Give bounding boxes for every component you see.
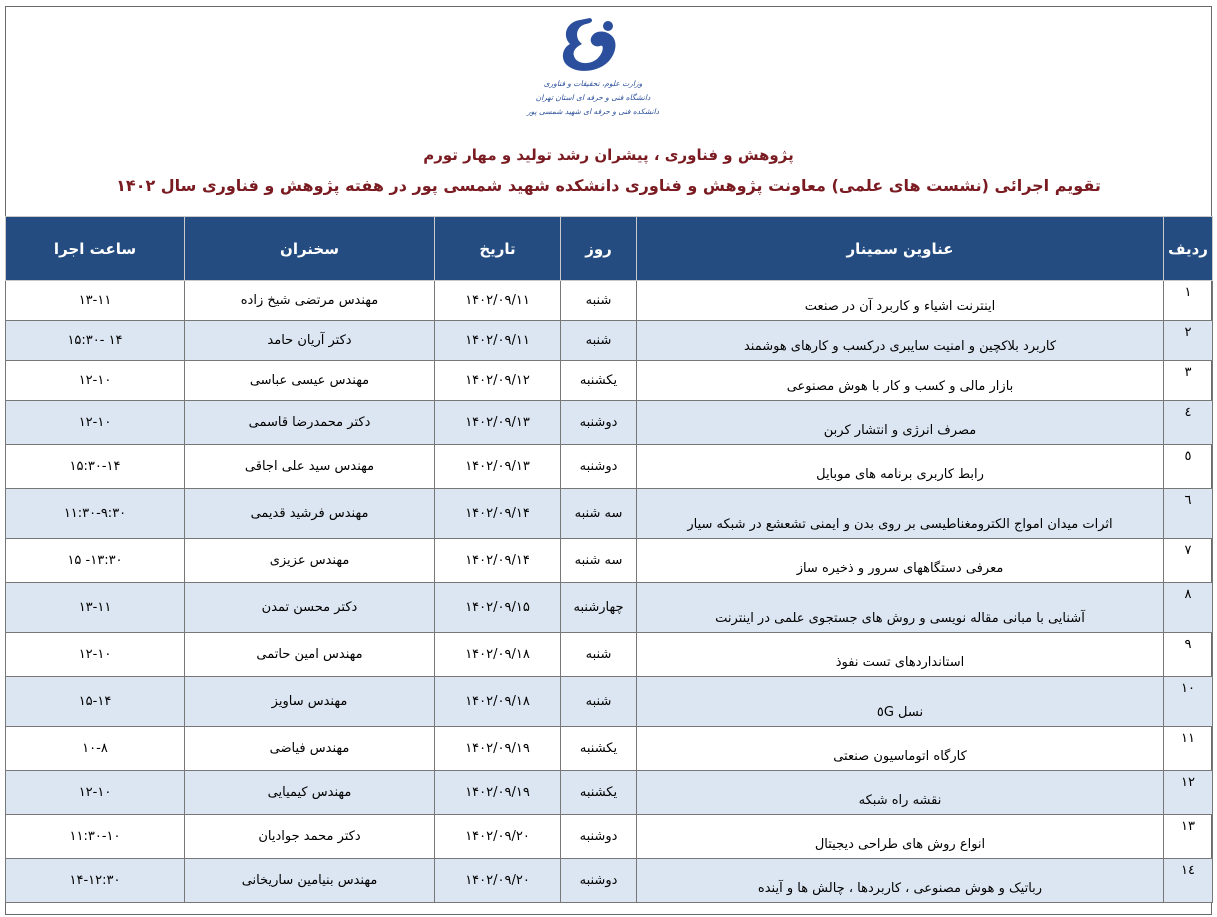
document-title: تقویم اجرائی (نشست های علمی) معاونت پژوهش و فناوری دانشکده شهید شمسی پور در هفته پژوهش و فناوری سال ۱۴۰۲ (116, 176, 1101, 195)
column-header-num: ردیف (1164, 217, 1213, 281)
cell-day: چهارشنبه (561, 583, 637, 633)
column-header-title: عناوین سمینار (637, 217, 1164, 281)
cell-num: ٦ (1164, 489, 1213, 539)
cell-date: ۱۴۰۲/۰۹/۲۰ (435, 859, 561, 903)
cell-time: ۱۳-۱۱ (6, 583, 185, 633)
cell-date: ۱۴۰۲/۰۹/۱۵ (435, 583, 561, 633)
cell-day: دوشنبه (561, 445, 637, 489)
table-row (6, 321, 1213, 361)
cell-title: کاربرد بلاکچین و امنیت سایبری درکسب و کارهای هوشمند (637, 321, 1164, 361)
cell-title: رباتیک و هوش مصنوعی ، کاربردها ، چالش ها و آینده (637, 859, 1164, 903)
cell-title: اینترنت اشیاء و کاربرد آن در صنعت (637, 281, 1164, 321)
cell-date: ۱۴۰۲/۰۹/۲۰ (435, 815, 561, 859)
cell-title: نقشه راه شبکه (637, 771, 1164, 815)
cell-speaker: مهندس کیمیایی (185, 771, 435, 815)
cell-num: ۹ (1164, 633, 1213, 677)
document-header (0, 0, 1217, 215)
table-row (6, 539, 1213, 583)
cell-speaker: مهندس فیاضی (185, 727, 435, 771)
table-row (6, 281, 1213, 321)
cell-day: شنبه (561, 281, 637, 321)
ministry-calligraphy (526, 79, 660, 116)
cell-time: ۱۲-۱۰ (6, 361, 185, 401)
cell-day: شنبه (561, 677, 637, 727)
table-row (6, 401, 1213, 445)
cell-num: ۱٤ (1164, 859, 1213, 903)
cell-time: ۱۴-۱۲:۳۰ (6, 859, 185, 903)
cell-speaker: دکتر محمد جوادیان (185, 815, 435, 859)
cell-title: نسل ٥G (637, 677, 1164, 727)
cell-num: ٥ (1164, 445, 1213, 489)
cell-speaker: دکتر آریان حامد (185, 321, 435, 361)
table-row (6, 445, 1213, 489)
cell-date: ۱۴۰۲/۰۹/۱۹ (435, 727, 561, 771)
cell-date: ۱۴۰۲/۰۹/۱۸ (435, 677, 561, 727)
table-row (6, 771, 1213, 815)
cell-title: اثرات میدان امواج الکترومغناطیسی بر روی بدن و ایمنی تشعشع در شبکه سیار (637, 489, 1164, 539)
column-header-speaker: سخنران (185, 217, 435, 281)
cell-day: یکشنبه (561, 727, 637, 771)
cell-num: ۲ (1164, 321, 1213, 361)
cell-date: ۱۴۰۲/۰۹/۱۴ (435, 539, 561, 583)
cell-day: سه شنبه (561, 539, 637, 583)
cell-day: دوشنبه (561, 401, 637, 445)
cell-speaker: مهندس عزیزی (185, 539, 435, 583)
cell-time: ۱۵ -۱۳:۳۰ (6, 539, 185, 583)
table-body (6, 281, 1213, 903)
cell-num: ۱۱ (1164, 727, 1213, 771)
cell-time: ۱۳-۱۱ (6, 281, 185, 321)
table-row (6, 727, 1213, 771)
cell-speaker: دکتر محمدرضا قاسمی (185, 401, 435, 445)
schedule-table (5, 216, 1213, 903)
cell-title: معرفی دستگاههای سرور و ذخیره ساز (637, 539, 1164, 583)
cell-num: ۱۳ (1164, 815, 1213, 859)
cell-title: استانداردهای تست نفوذ (637, 633, 1164, 677)
cell-time: ۱۰-۸ (6, 727, 185, 771)
cell-num: ۱۰ (1164, 677, 1213, 727)
cell-title: رابط کاربری برنامه های موبایل (637, 445, 1164, 489)
ministry-line: دانشکده فنی و حرفه ای شهید شمسی پور (526, 107, 660, 116)
cell-date: ۱۴۰۲/۰۹/۱۱ (435, 321, 561, 361)
cell-speaker: دکتر محسن تمدن (185, 583, 435, 633)
cell-title: مصرف انرژی و انتشار کربن (637, 401, 1164, 445)
column-header-date: تاریخ (435, 217, 561, 281)
ministry-line: وزارت علوم، تحقیقات و فناوری (543, 79, 643, 88)
cell-time: ۱۲-۱۰ (6, 633, 185, 677)
table-row (6, 677, 1213, 727)
cell-day: دوشنبه (561, 859, 637, 903)
cell-date: ۱۴۰۲/۰۹/۱۱ (435, 281, 561, 321)
cell-day: یکشنبه (561, 771, 637, 815)
cell-num: ۱۲ (1164, 771, 1213, 815)
cell-date: ۱۴۰۲/۰۹/۱۴ (435, 489, 561, 539)
cell-day: سه شنبه (561, 489, 637, 539)
cell-num: ٤ (1164, 401, 1213, 445)
table-row (6, 859, 1213, 903)
cell-time: ۱۲-۱۰ (6, 401, 185, 445)
cell-speaker: مهندس بنیامین ساریخانی (185, 859, 435, 903)
table-row (6, 489, 1213, 539)
slogan: پژوهش و فناوری ، پیشران رشد تولید و مهار تورم (423, 146, 794, 164)
cell-time: ۱۲-۱۰ (6, 771, 185, 815)
cell-date: ۱۴۰۲/۰۹/۱۳ (435, 445, 561, 489)
cell-day: شنبه (561, 633, 637, 677)
cell-speaker: مهندس امین حاتمی (185, 633, 435, 677)
cell-title: کارگاه اتوماسیون صنعتی (637, 727, 1164, 771)
cell-time: ۱۱:۳۰-۹:۳۰ (6, 489, 185, 539)
column-header-day: روز (561, 217, 637, 281)
university-logo (526, 14, 660, 134)
cell-date: ۱۴۰۲/۰۹/۱۲ (435, 361, 561, 401)
cell-speaker: مهندس سید علی اجاقی (185, 445, 435, 489)
cell-date: ۱۴۰۲/۰۹/۱۳ (435, 401, 561, 445)
cell-time: ۱۱:۳۰-۱۰ (6, 815, 185, 859)
cell-num: ۷ (1164, 539, 1213, 583)
table-row (6, 583, 1213, 633)
cell-date: ۱۴۰۲/۰۹/۱۸ (435, 633, 561, 677)
cell-num: ۸ (1164, 583, 1213, 633)
cell-speaker: مهندس عیسی عباسی (185, 361, 435, 401)
cell-day: یکشنبه (561, 361, 637, 401)
table-row (6, 633, 1213, 677)
cell-day: دوشنبه (561, 815, 637, 859)
cell-speaker: مهندس فرشید قدیمی (185, 489, 435, 539)
column-header-time: ساعت اجرا (6, 217, 185, 281)
cell-time: ۱۵:۳۰-۱۴ (6, 445, 185, 489)
table-row (6, 815, 1213, 859)
ministry-line: دانشگاه فنی و حرفه ای استان تهران (535, 93, 651, 102)
cell-title: بازار مالی و کسب و کار با هوش مصنوعی (637, 361, 1164, 401)
cell-speaker: مهندس ساویز (185, 677, 435, 727)
cell-time: ۱۵-۱۴ (6, 677, 185, 727)
table-header-row (6, 217, 1213, 281)
table-row (6, 361, 1213, 401)
cell-speaker: مهندس مرتضی شیخ زاده (185, 281, 435, 321)
cell-date: ۱۴۰۲/۰۹/۱۹ (435, 771, 561, 815)
cell-time: ۱۵:۳۰- ۱۴ (6, 321, 185, 361)
cell-num: ۱ (1164, 281, 1213, 321)
cell-day: شنبه (561, 321, 637, 361)
cell-title: آشنایی با مبانی مقاله نویسی و روش های جستجوی علمی در اینترنت (637, 583, 1164, 633)
cell-num: ۳ (1164, 361, 1213, 401)
cell-title: انواع روش های طراحی دیجیتال (637, 815, 1164, 859)
